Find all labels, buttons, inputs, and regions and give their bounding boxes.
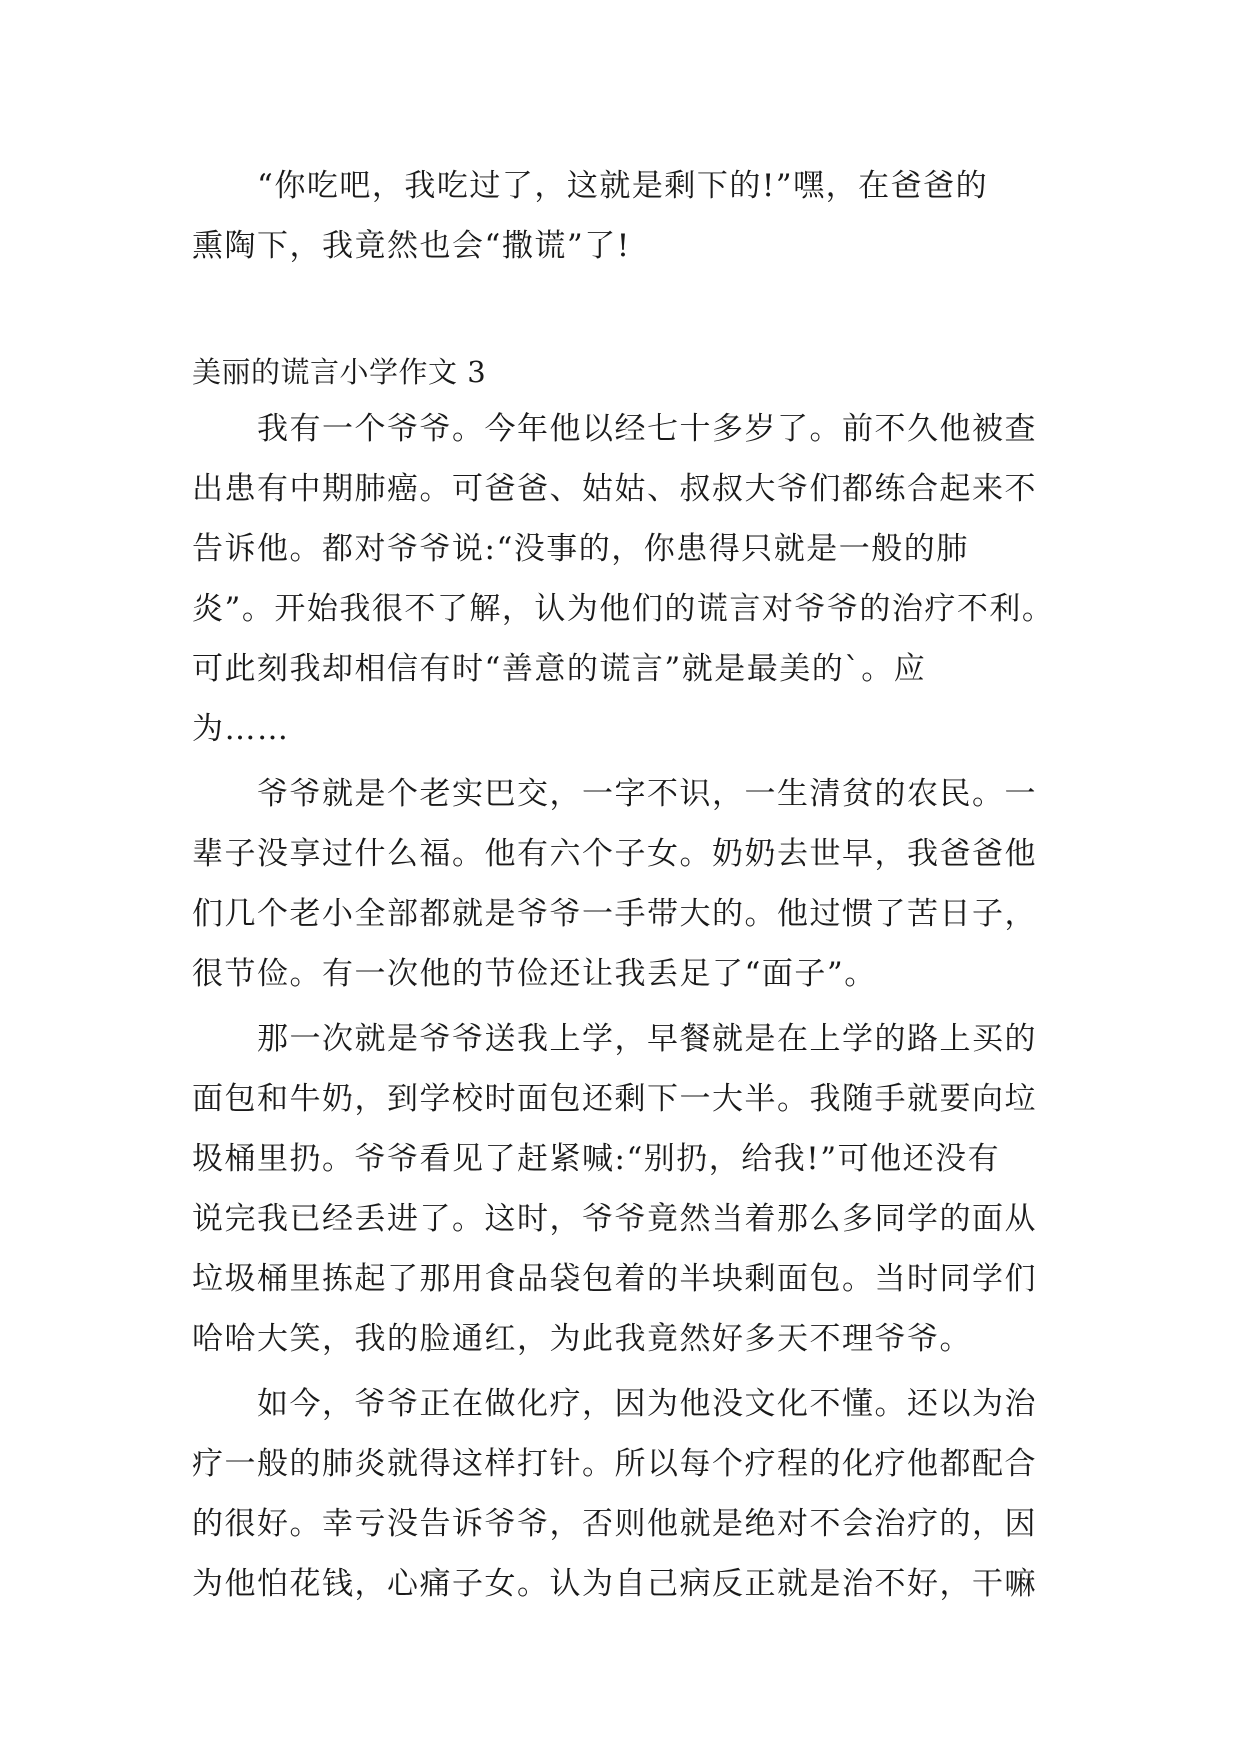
paragraph-line: 圾桶里扔。爷爷看见了赶紧喊:“别扔，给我!”可他还没有 <box>192 1141 1001 1177</box>
section-heading: 美丽的谎言小学作文 3 <box>192 355 487 389</box>
paragraph-line: 为他怕花钱，心痛子女。认为自己病反正就是治不好，干嘛 <box>192 1566 1037 1602</box>
paragraph-line: 爷爷就是个老实巴交，一字不识，一生清贫的农民。一 <box>192 776 1037 812</box>
paragraph-line: 说完我已经丢进了。这时，爷爷竟然当着那么多同学的面从 <box>192 1201 1037 1237</box>
paragraph-line: 熏陶下，我竟然也会“撒谎”了! <box>192 228 631 264</box>
paragraph-line: 可此刻我却相信有时“善意的谎言”就是最美的`。应 <box>192 651 927 687</box>
paragraph-line: 垃圾桶里拣起了那用食品袋包着的半块剩面包。当时同学们 <box>192 1261 1037 1297</box>
paragraph-line: 那一次就是爷爷送我上学，早餐就是在上学的路上买的 <box>192 1021 1037 1057</box>
paragraph-line: “你吃吧，我吃过了，这就是剩下的!”嘿，在爸爸的 <box>192 168 989 204</box>
paragraph-line: 为…… <box>192 711 290 747</box>
paragraph-line: 炎”。开始我很不了解，认为他们的谎言对爷爷的治疗不利。 <box>192 591 1055 627</box>
paragraph-line: 哈哈大笑，我的脸通红，为此我竟然好多天不理爷爷。 <box>192 1321 972 1357</box>
paragraph-line: 的很好。幸亏没告诉爷爷，否则他就是绝对不会治疗的，因 <box>192 1506 1037 1542</box>
paragraph-line: 们几个老小全部都就是爷爷一手带大的。他过惯了苦日子， <box>192 896 1037 932</box>
paragraph-line: 如今，爷爷正在做化疗，因为他没文化不懂。还以为治 <box>192 1386 1037 1422</box>
paragraph-line: 很节俭。有一次他的节俭还让我丢足了“面子”。 <box>192 956 877 992</box>
paragraph-line: 疗一般的肺炎就得这样打针。所以每个疗程的化疗他都配合 <box>192 1446 1037 1482</box>
paragraph-line: 告诉他。都对爷爷说:“没事的，你患得只就是一般的肺 <box>192 531 969 567</box>
paragraph-line: 出患有中期肺癌。可爸爸、姑姑、叔叔大爷们都练合起来不 <box>192 471 1037 507</box>
paragraph-line: 辈子没享过什么福。他有六个子女。奶奶去世早，我爸爸他 <box>192 836 1037 872</box>
paragraph-line: 我有一个爷爷。今年他以经七十多岁了。前不久他被查 <box>192 411 1037 447</box>
paragraph-line: 面包和牛奶，到学校时面包还剩下一大半。我随手就要向垃 <box>192 1081 1037 1117</box>
